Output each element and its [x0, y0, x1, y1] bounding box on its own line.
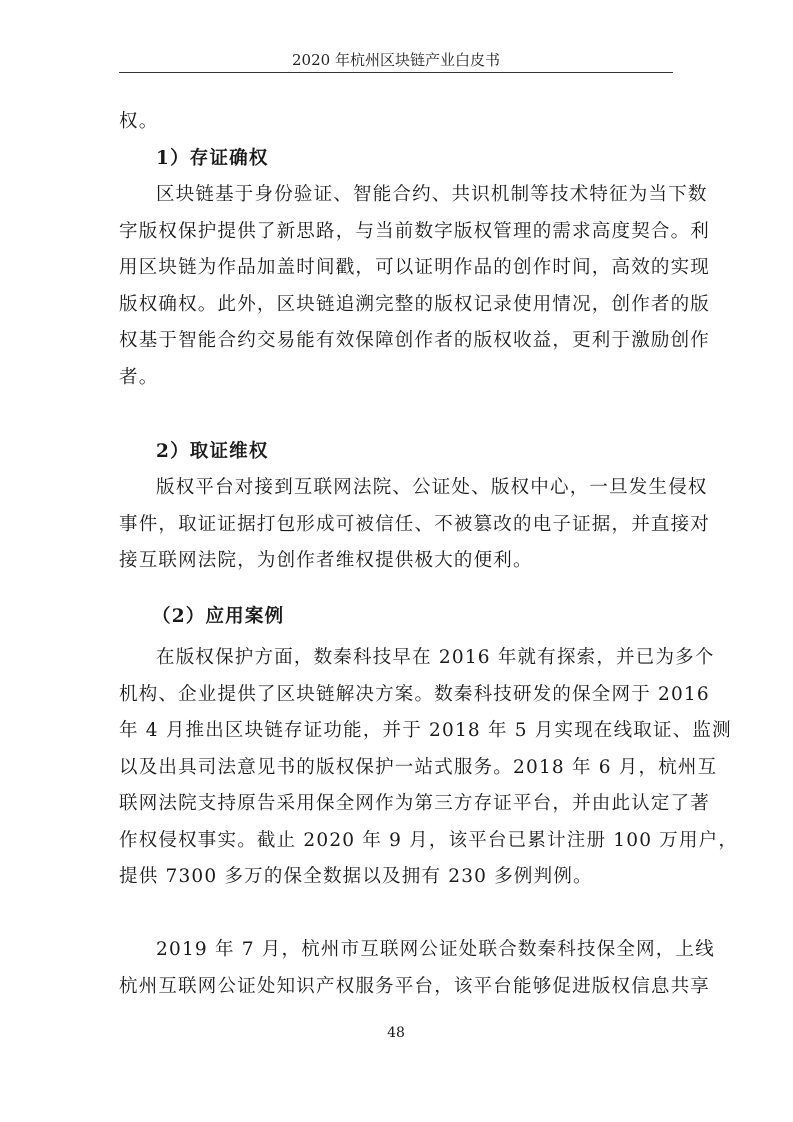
text-line: 提供 7300 多万的保全数据以及拥有 230 多例判例。 — [119, 866, 593, 887]
text-line: 字版权保护提供了新思路，与当前数字版权管理的需求高度契合。利 — [119, 220, 711, 242]
text-line: 区块链基于身份验证、智能合约、共识机制等技术特征为当下数 — [156, 184, 708, 205]
text-line: 联网法院支持原告采用保全网作为第三方存证平台，并由此认定了著 — [119, 793, 711, 814]
text-line: 以及出具司法意见书的版权保护一站式服务。2018 年 6 月，杭州互 — [119, 756, 718, 778]
text-line: 事件，取证证据打包形成可被信任、不被篡改的电子证据，并直接对 — [119, 513, 711, 535]
paragraph-ip-service-platform — [119, 932, 715, 1005]
paragraph-evidence-confirmation — [119, 177, 711, 396]
paragraph-continuation — [119, 104, 673, 141]
text-line: 接互联网法院，为创作者维权提供极大的便利。 — [119, 550, 533, 571]
text-line: 用区块链为作品加盖时间戳，可以证明作品的创作时间，高效的实现 — [119, 257, 711, 278]
paragraph-rights-protection — [119, 470, 711, 580]
text-line: 机构、企业提供了区块链解决方案。数秦科技研发的保全网于 2016 — [119, 683, 710, 705]
text-line: 在版权保护方面，数秦科技早在 2016 年就有探索，并已为多个 — [156, 647, 715, 668]
text-line: 杭州互联网公证处知识产权服务平台，该平台能够促进版权信息共享 — [119, 975, 711, 997]
page-number: 48 — [387, 1025, 405, 1041]
text-line: 权。 — [119, 111, 159, 132]
section-heading-evidence-confirmation: 1）存证确权 — [156, 148, 269, 169]
header-title: 2020 年杭州区块链产业白皮书 — [292, 51, 500, 69]
header-divider — [119, 72, 673, 73]
text-line: 作权侵权事实。截止 2020 年 9 月，该平台已累计注册 100 万用户， — [119, 829, 739, 851]
text-line: 权基于智能合约交易能有效保障创作者的版权收益，更利于激励创作 — [119, 330, 711, 351]
section-heading-use-cases: （2）应用案例 — [152, 606, 285, 627]
section-heading-rights-protection: 2）取证维权 — [156, 441, 269, 462]
text-line: 者。 — [119, 366, 159, 388]
text-line: 版权平台对接到互联网法院、公证处、版权中心，一旦发生侵权 — [156, 477, 708, 498]
text-line: 版权确权。此外，区块链追溯完整的版权记录使用情况，创作者的版 — [119, 293, 711, 315]
text-line: 2019 年 7 月，杭州市互联网公证处联合数秦科技保全网，上线 — [156, 939, 715, 960]
paragraph-use-cases — [119, 640, 739, 896]
text-line: 年 4 月推出区块链存证功能，并于 2018 年 5 月实现在线取证、监测 — [119, 720, 732, 741]
